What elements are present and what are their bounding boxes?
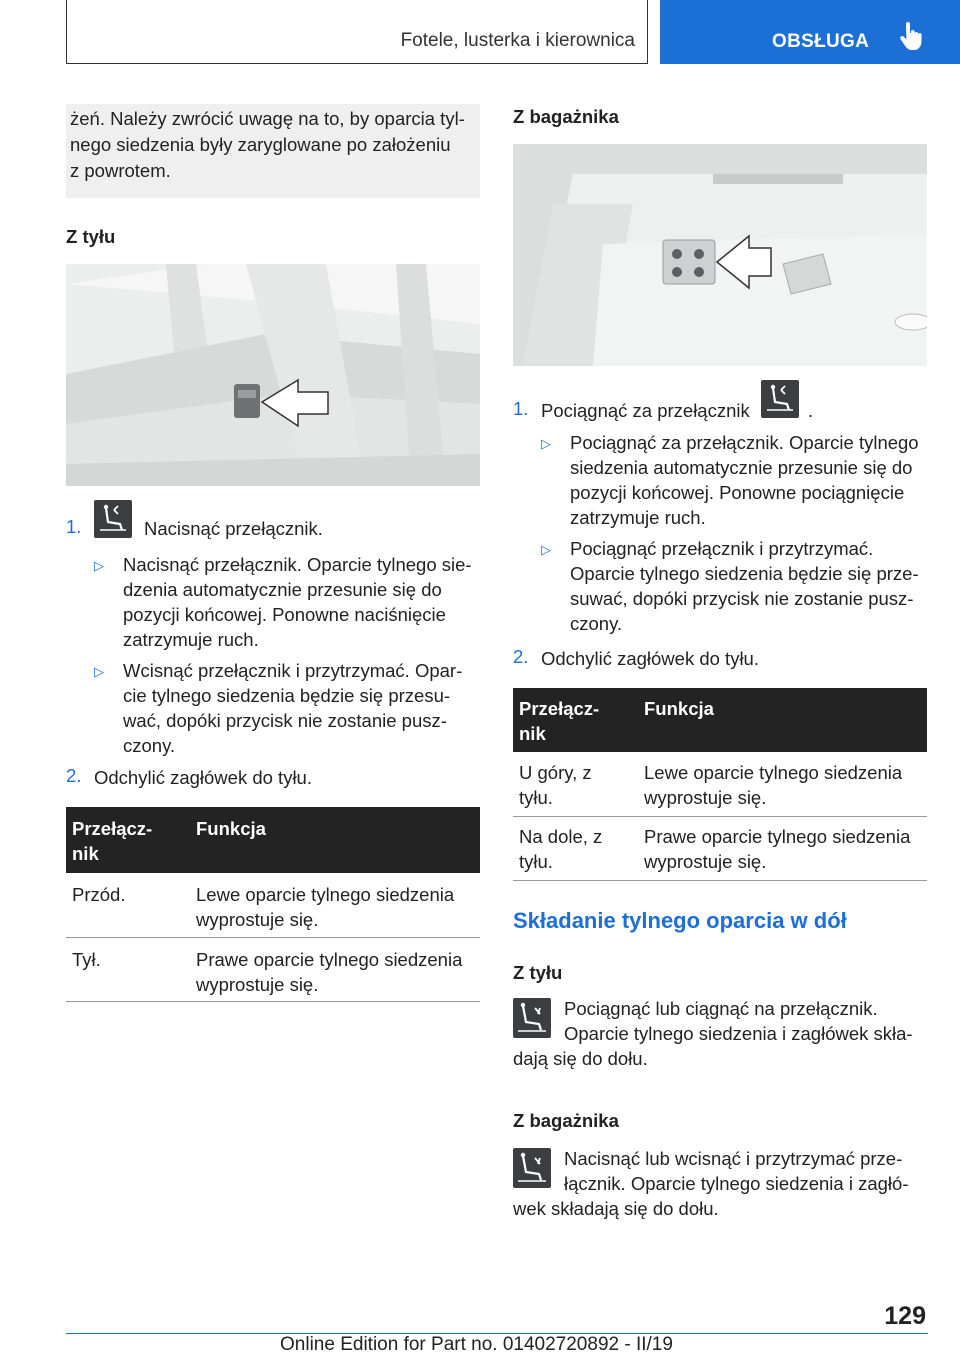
bullet-line: siedzenia automatycznie przesunie się do [570, 457, 913, 478]
table-header-col1 [519, 696, 599, 746]
cell-line: Lewe oparcie tylnego siedzenia [196, 884, 455, 905]
step-text-end: . [808, 400, 814, 421]
step-number: 2. [66, 765, 82, 786]
seat-switch-icon [761, 380, 799, 418]
right-heading: Z bagażnika [513, 106, 619, 127]
sub-line: dają się do dołu. [513, 1048, 648, 1069]
bullet-line: Nacisnąć przełącznik. Oparcie tylnego sie- [123, 554, 472, 575]
step-number: 2. [513, 646, 529, 667]
cell-line: Prawe oparcie tylnego siedzenia [196, 949, 463, 970]
table-cell [644, 824, 910, 874]
bullet-line: pozycji końcowej. Ponowne pociągnięcie [570, 482, 905, 503]
table-header-col2: Funkcja [644, 698, 714, 719]
sub-heading: Z bagażnika [513, 1110, 619, 1131]
bullet-triangle-icon: ▷ [541, 542, 551, 557]
bullet-line: pozycji końcowej. Ponowne naciśnięcie [123, 604, 446, 625]
bullet-text [123, 552, 472, 652]
table-cell: Tył. [72, 949, 101, 970]
bullet-line: czony. [123, 735, 176, 756]
header-tab-label: OBSŁUGA [772, 31, 870, 52]
table-divider [513, 816, 927, 817]
header-line: Przełącz- [519, 698, 600, 719]
table-header [66, 807, 480, 873]
header-section-title: Fotele, lusterka i kierownica [400, 30, 635, 51]
note-box [66, 104, 480, 198]
table-header-col1 [72, 816, 152, 866]
sub-line: Pociągnąć lub ciągnąć na przełącznik. [564, 998, 878, 1019]
table-cell: Przód. [72, 884, 126, 905]
bullet-line: zatrzymuje ruch. [570, 507, 706, 528]
sub-heading: Z tyłu [513, 962, 563, 983]
header-tab[interactable] [660, 0, 960, 64]
seat-switch-icon [94, 500, 132, 538]
sub-text-first [564, 996, 913, 1046]
seat-fold-icon [513, 998, 551, 1038]
table-header-col2: Funkcja [196, 818, 266, 839]
trunk-photo [513, 144, 927, 366]
bullet-text [570, 430, 919, 530]
note-line: żeń. Należy zwrócić uwagę na to, by oparcia tyl- [70, 108, 465, 129]
cell-line: tyłu. [519, 851, 553, 872]
table-divider [66, 937, 480, 938]
cell-line: wyprostuje się. [196, 974, 319, 995]
seat-fold-icon [513, 1148, 551, 1188]
cell-line: wyprostuje się. [644, 851, 767, 872]
step-number: 1. [66, 516, 82, 537]
bullet-line: suwać, dopóki przycisk nie zostanie pusz- [570, 588, 914, 609]
bullet-text [123, 658, 462, 758]
header-line: nik [72, 843, 99, 864]
bullet-line: wać, dopóki przycisk nie zostanie pusz- [123, 710, 447, 731]
step-text: Nacisnąć przełącznik. [144, 518, 323, 539]
step-text: Odchylić zagłówek do tyłu. [541, 648, 759, 669]
bullet-triangle-icon: ▷ [94, 664, 104, 679]
page-number: 129 [884, 1302, 926, 1330]
table-cell [196, 882, 454, 932]
bullet-line: zatrzymuje ruch. [123, 629, 259, 650]
bullet-line: dzenia automatycznie przesunie się do [123, 579, 442, 600]
step-text: Pociągnąć za przełącznik [541, 400, 750, 421]
header-line: Przełącz- [72, 818, 153, 839]
footer-edition: Online Edition for Part no. 01402720892 - II/19 [280, 1334, 673, 1355]
note-line: z powrotem. [70, 160, 171, 181]
bullet-triangle-icon: ▷ [94, 558, 104, 573]
bullet-line: Pociągnąć przełącznik i przytrzymać. [570, 538, 874, 559]
cell-line: U góry, z [519, 762, 592, 783]
table-cell [519, 824, 602, 874]
hand-pointer-icon [900, 22, 922, 55]
section-title: Składanie tylnego oparcia w dół [513, 908, 847, 933]
cell-line: Prawe oparcie tylnego siedzenia [644, 826, 911, 847]
table-cell [519, 760, 592, 810]
sub-line: wek składają się do dołu. [513, 1198, 719, 1219]
bullet-line: czony. [570, 613, 623, 634]
step-number: 1. [513, 398, 529, 419]
sub-text-first [564, 1146, 908, 1196]
bullet-line: Pociągnąć za przełącznik. Oparcie tylnego [570, 432, 919, 453]
bullet-triangle-icon: ▷ [541, 436, 551, 451]
cell-line: Lewe oparcie tylnego siedzenia [644, 762, 903, 783]
cell-line: tyłu. [519, 787, 553, 808]
sub-line: Nacisnąć lub wcisnąć i przytrzymać prze- [564, 1148, 903, 1169]
bullet-line: cie tylnego siedzenia będzie się przesu- [123, 685, 451, 706]
sub-line: łącznik. Oparcie tylnego siedzenia i zagłó- [564, 1173, 909, 1194]
note-text [70, 106, 474, 184]
sub-line: Oparcie tylnego siedzenia i zagłówek skła- [564, 1023, 913, 1044]
cell-line: wyprostuje się. [644, 787, 767, 808]
cell-line: wyprostuje się. [196, 909, 319, 930]
left-heading: Z tyłu [66, 226, 116, 247]
step-text: Odchylić zagłówek do tyłu. [94, 767, 312, 788]
table-cell [196, 947, 462, 997]
header-line: nik [519, 723, 546, 744]
rear-seat-photo [66, 264, 480, 486]
table-cell [644, 760, 902, 810]
table-divider [513, 880, 927, 881]
bullet-text [570, 536, 919, 636]
table-divider [66, 1001, 480, 1002]
bullet-line: Oparcie tylnego siedzenia będzie się prze- [570, 563, 919, 584]
note-line: nego siedzenia były zaryglowane po założeniu [70, 134, 451, 155]
cell-line: Na dole, z [519, 826, 603, 847]
bullet-line: Wcisnąć przełącznik i przytrzymać. Opar- [123, 660, 463, 681]
table-header [513, 688, 927, 752]
